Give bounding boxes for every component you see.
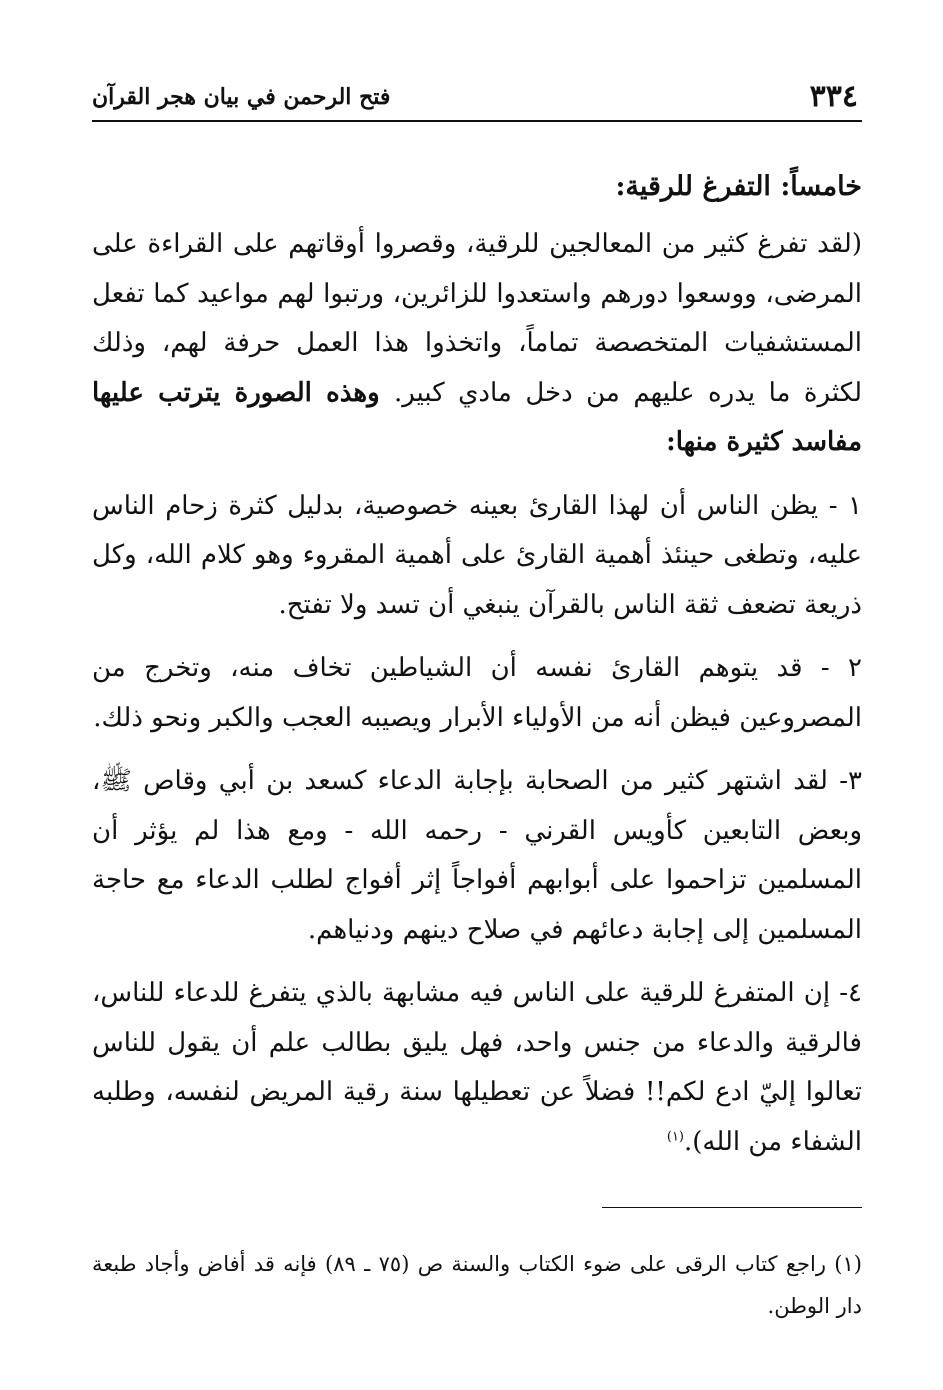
intro-text: (لقد تفرغ كثير من المعالجين للرقية، وقصروا أوقاتهم على القراءة على المرضى، ووسعوا دورهم واستعدوا للزائرين، ورتبوا لهم مواعيد كما تفعل المستشفيات المتخصصة تماماً، واتخذوا هذا العمل حرفة لهم، وذلك لكثرة ما يدره عليهم من دخل مادي كبير. bbox=[92, 229, 862, 408]
header-rule bbox=[92, 120, 862, 122]
page-body bbox=[92, 160, 862, 1167]
intro-paragraph bbox=[92, 220, 862, 468]
footnote: (١) راجع كتاب الرقى على ضوء الكتاب والسنة ص (٧٥ ـ ٨٩) فإنه قد أفاض وأجاد طبعة دار الوطن. bbox=[92, 1252, 862, 1318]
list-item-1: ١ - يظن الناس أن لهذا القارئ بعينه خصوصية، بدليل كثرة زحام الناس عليه، وتطغى حينئذ أهمية القارئ على أهمية المقروء وهو كلام الله، وكل ذريعة تضعف ثقة الناس بالقرآن ينبغي أن تسد ولا تفتح. bbox=[92, 490, 862, 620]
page-header bbox=[92, 78, 858, 118]
running-title: فتح الرحمن في بيان هجر القرآن bbox=[92, 84, 391, 110]
list-item-3: ٣- لقد اشتهر كثير من الصحابة بإجابة الدعاء كسعد بن أبي وقاص ﷺ، وبعض التابعين كأويس القرني - رحمه الله - ومع هذا لم يؤثر أن المسلمين تزاحموا على أبوابهم أفواجاً إثر أفواج لطلب الدعاء مع حاجة المسلمين إلى إجابة دعائهم في صلاح دينهم ودنياهم. bbox=[92, 766, 862, 945]
footnote-reference: (١) bbox=[666, 1128, 684, 1144]
footnote-rule bbox=[602, 1207, 862, 1208]
list-item-4-text: ٤- إن المتفرغ للرقية على الناس فيه مشابهة بالذي يتفرغ للدعاء للناس، فالرقية والدعاء من جنس واحد، فهل يليق بطالب علم أن يقول للناس تعالوا إليّ ادع لكم!! فضلاً عن تعطيلها سنة رقية المريض لنفسه، وطلبه الشفاء من الله). bbox=[92, 978, 862, 1157]
section-heading: خامساً: التفرغ للرقية: bbox=[615, 171, 862, 202]
list-item-2: ٢ - قد يتوهم القارئ نفسه أن الشياطين تخاف منه، وتخرج من المصروعين فيظن أنه من الأولياء الأبرار ويصيبه العجب والكبر ونحو ذلك. bbox=[92, 653, 863, 733]
intro-bold-text: وهذه الصورة يترتب عليها مفاسد كثيرة منها: bbox=[92, 377, 862, 457]
page-number: ٣٣٤ bbox=[809, 79, 858, 114]
list-item-4 bbox=[92, 969, 862, 1167]
